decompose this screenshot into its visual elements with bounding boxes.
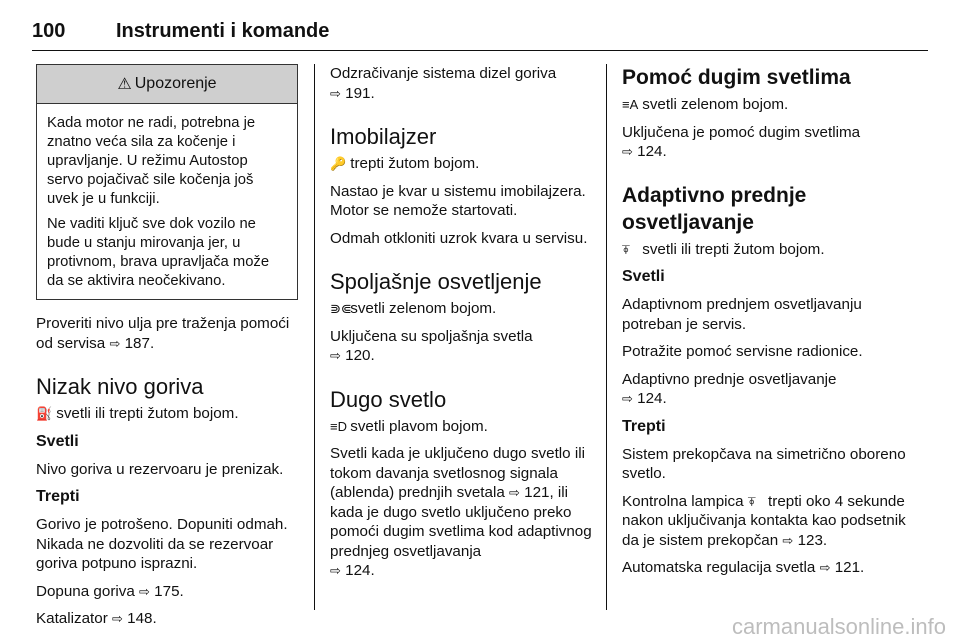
high-beam-paragraph [330, 444, 596, 581]
adaptive-lighting-status [622, 240, 922, 260]
fuel-flash-subheading: Trepti [36, 488, 80, 505]
fuel-status-text: svetli ili trepti žutom bojom. [56, 405, 239, 422]
ref-arrow-icon: ⇨ [330, 348, 341, 363]
warning-paragraph-2: Ne vaditi ključ sve dok vozilo ne bude u stanju mirovanja jer, u protivnom, brava upravljača može da se aktivira neočekivano. [47, 216, 270, 289]
auto-light-paragraph [622, 558, 922, 578]
high-beam-ref-2[interactable]: 124. [345, 562, 375, 579]
ref-arrow-icon: ⇨ [330, 85, 341, 101]
column-divider-1 [314, 64, 315, 610]
column-3 [622, 64, 922, 586]
adaptive-flash-paragraph-1: Sistem prekopčava na simetrično oboreno svetlo. [622, 445, 906, 482]
high-beam-status [330, 417, 596, 437]
high-beam-text: Svetli kada je uključeno dugo svetlo ili tokom davanja svetlosnog signala (ablenda) prednjih svetala [330, 445, 585, 501]
auto-light-text: Automatska regulacija svetla [622, 559, 816, 576]
adaptive-lighting-status-text: svetli ili trepti žutom bojom. [642, 240, 825, 258]
warning-title: Upozorenje [134, 75, 217, 92]
immobilizer-heading: Imobilajzer [330, 124, 437, 149]
fuel-status [36, 404, 298, 424]
high-beam-assist-icon: ≡A [622, 97, 639, 112]
diesel-ref[interactable]: 191. [345, 84, 375, 102]
adaptive-flash-text-b: trepti oko 4 sekunde nakon uključivanja kontakta kao podsetnik da je sistem prekopčan [622, 492, 906, 549]
warning-icon: ⚠ [117, 76, 132, 93]
refuel-ref[interactable]: 175. [154, 582, 184, 600]
ref-arrow-icon: ⇨ [509, 485, 520, 500]
adaptive-flash-ref[interactable]: 123. [797, 531, 828, 549]
adaptive-flash-text-a: Kontrolna lampica [622, 492, 744, 510]
oil-paragraph [36, 314, 298, 353]
exterior-lights-icon: ⋑⋐ [330, 301, 352, 316]
catalyst-text: Katalizator [36, 610, 108, 627]
ref-arrow-icon: ⇨ [109, 335, 121, 351]
exterior-lights-heading: Spoljašnje osvetljenje [330, 269, 542, 294]
ref-arrow-icon: ⇨ [782, 532, 794, 548]
page-header [32, 18, 928, 51]
ref-arrow-icon: ⇨ [622, 391, 633, 406]
high-beam-text-2: kada je dugo svetlo uključeno preko pomoći dugim svetlima kod adaptivnog prednjeg osvetljavanja [330, 503, 592, 560]
fuel-heading: Nizak nivo goriva [36, 374, 204, 399]
high-beam-assist-status [622, 95, 922, 115]
oil-text: Proveriti nivo ulja pre traženja pomoći od servisa [36, 315, 290, 352]
auto-light-ref[interactable]: 121. [834, 559, 865, 576]
high-beam-ref-1[interactable]: 121, ili [524, 484, 569, 501]
adaptive-lighting-icon: ⍕ [622, 241, 630, 257]
catalyst-ref[interactable]: 148. [127, 610, 157, 627]
high-beam-assist-status-text: svetli zelenom bojom. [642, 96, 789, 113]
fuel-pump-icon: ⛽ [36, 406, 53, 421]
ref-arrow-icon: ⇨ [112, 611, 123, 626]
warning-box [36, 64, 298, 300]
adaptive-lighting-heading: Adaptivno prednje osvetljavanje [622, 183, 807, 234]
exterior-lights-paragraph [330, 327, 596, 366]
fuel-lights-subheading: Svetli [36, 432, 79, 450]
key-icon: 🔑 [330, 156, 347, 171]
page-number: 100 [32, 20, 66, 42]
adaptive-flash-subheading: Trepti [622, 417, 666, 435]
high-beam-assist-paragraph [622, 123, 922, 162]
high-beam-heading: Dugo svetlo [330, 386, 447, 412]
exterior-lights-ref[interactable]: 120. [345, 347, 375, 364]
immobilizer-paragraph-2: Odmah otkloniti uzrok kvara u servisu. [330, 229, 588, 247]
ref-arrow-icon: ⇨ [622, 144, 633, 159]
adaptive-lights-paragraph-2: Potražite pomoć servisne radionice. [622, 343, 863, 360]
exterior-lights-status-text: svetli zelenom bojom. [350, 300, 497, 317]
immobilizer-status [330, 154, 596, 174]
warning-paragraph-1: Kada motor ne radi, potrebna je znatno veća sila za kočenje i upravljanje. U režimu Autostop servo pojačivač sile kočenja još uvek je u funkciji. [47, 115, 256, 207]
adaptive-flash-paragraph-2 [622, 492, 922, 551]
warning-body [37, 104, 297, 299]
ref-arrow-icon: ⇨ [139, 583, 150, 599]
adaptive-lights-text-3: Adaptivno prednje osvetljavanje [622, 370, 837, 388]
fuel-lights-text: Nivo goriva u rezervoaru je prenizak. [36, 460, 284, 478]
adaptive-lights-ref[interactable]: 124. [637, 390, 667, 407]
watermark: carmanualsonline.info [731, 614, 946, 639]
exterior-lights-status [330, 299, 596, 319]
adaptive-lights-subheading: Svetli [622, 268, 665, 285]
adaptive-lights-paragraph-1: Adaptivnom prednjem osvetljavanju potreban je servis. [622, 296, 862, 333]
diesel-paragraph [330, 64, 596, 103]
catalyst-paragraph [36, 609, 298, 629]
ref-arrow-icon: ⇨ [330, 563, 341, 578]
column-1 [36, 64, 298, 637]
high-beam-icon: ≡D [330, 418, 347, 434]
adaptive-lighting-icon: ⍕ [747, 493, 756, 509]
immobilizer-status-text: trepti žutom bojom. [350, 155, 480, 172]
refuel-paragraph [36, 582, 298, 602]
exterior-lights-text: Uključena su spoljašnja svetla [330, 327, 533, 345]
high-beam-assist-ref[interactable]: 124. [637, 143, 667, 160]
ref-arrow-icon: ⇨ [819, 560, 831, 575]
fuel-flash-text: Gorivo je potrošeno. Dopuniti odmah. Nikada ne dozvoliti da se rezervoar goriva potpuno isprazni. [36, 516, 288, 572]
warning-header [37, 65, 297, 104]
immobilizer-paragraph-1: Nastao je kvar u sistemu imobilajzera. Motor se nemože startovati. [330, 182, 586, 219]
column-2 [330, 64, 596, 589]
oil-ref[interactable]: 187. [124, 334, 155, 352]
diesel-text: Odzračivanje sistema dizel goriva [330, 65, 557, 82]
high-beam-assist-heading: Pomoć dugim svetlima [622, 66, 851, 89]
high-beam-status-text: svetli plavom bojom. [350, 417, 488, 435]
column-divider-2 [606, 64, 607, 610]
adaptive-lights-paragraph-3 [622, 370, 922, 409]
page-title: Instrumenti i komande [116, 20, 330, 42]
high-beam-assist-text: Uključena je pomoć dugim svetlima [622, 123, 861, 141]
refuel-text: Dopuna goriva [36, 582, 135, 600]
